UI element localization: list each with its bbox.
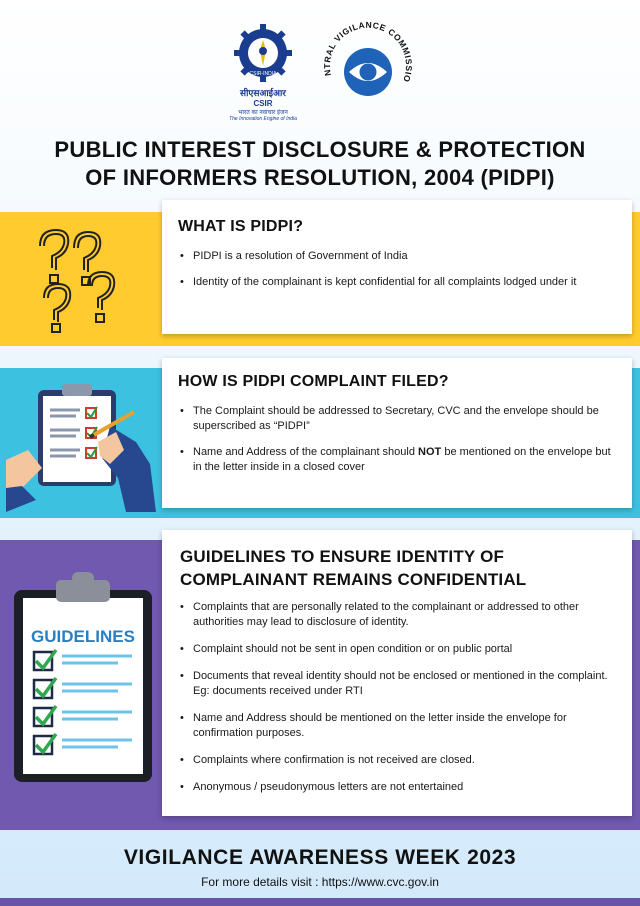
list-item: • Complaint should not be sent in open condition or on public portal <box>178 642 618 657</box>
csir-name: CSIR <box>253 99 273 108</box>
list-item: • Complaints that are personally related to the complainant or addressed to other authorities may lead to disclosure of identity. <box>178 600 618 630</box>
list-item <box>178 445 618 475</box>
csir-tagline-hindi: भारत का नवाचार इंजन <box>238 110 288 116</box>
footer-prefix: For more details visit : <box>201 875 322 889</box>
list-item: • Complaints where confirmation is not received are closed. <box>178 753 618 768</box>
card-guidelines <box>162 530 632 816</box>
csir-ring-text: CSIR-INDIA <box>249 71 277 77</box>
csir-logo <box>228 22 298 122</box>
cvc-emblem-icon <box>320 18 416 114</box>
list-item: • The Complaint should be addressed to Secretary, CVC and the envelope should be superscribed as “PIDPI” <box>178 404 618 434</box>
card-how-filed <box>162 358 632 508</box>
emphasis-text: NOT <box>418 446 442 458</box>
section-heading: HOW IS PIDPI COMPLAINT FILED? <box>178 373 449 390</box>
csir-tagline: The Innovation Engine of India <box>229 116 297 122</box>
list-item: • Anonymous / pseudonymous letters are not entertained <box>178 780 618 795</box>
page-title-line1: PUBLIC INTEREST DISCLOSURE & PROTECTION <box>54 137 586 162</box>
page-title-line2: OF INFORMERS RESOLUTION, 2004 (PIDPI) <box>85 165 555 190</box>
csir-gear-icon <box>232 22 294 84</box>
list-item: • PIDPI is a resolution of Government of India <box>178 249 618 264</box>
checklist-clipboard-icon <box>6 380 156 512</box>
list-item: • Identity of the complainant is kept confidential for all complaints lodged under it <box>178 275 618 290</box>
cvc-website-link[interactable]: https://www.cvc.gov.in <box>321 875 439 889</box>
list-item-text: be mentioned on the envelope but in the letter inside in a closed cover <box>193 446 611 473</box>
logo-header <box>0 18 640 128</box>
footer-details <box>0 875 640 889</box>
list-item: • Documents that reveal identity should not be enclosed or mentioned in the complaint. Eg: documents received under RTI <box>178 669 618 699</box>
list-item: • Name and Address should be mentioned on the letter inside the envelope for confirmation purposes. <box>178 711 618 741</box>
page-title <box>0 136 640 192</box>
question-marks-icon <box>28 222 148 334</box>
cvc-ring-text: NTRAL VIGILANCE COMMISSIO <box>321 19 415 84</box>
bullet-list <box>178 404 618 486</box>
section-heading-line2: COMPLAINANT REMAINS CONFIDENTIAL <box>180 570 527 589</box>
csir-hindi-name: सीएसआईआर <box>240 88 286 98</box>
section-heading-line1: GUIDELINES TO ENSURE IDENTITY OF <box>180 547 505 566</box>
bottom-bar <box>0 898 640 906</box>
section-heading: WHAT IS PIDPI? <box>178 218 304 235</box>
list-item-text: Name and Address of the complainant should <box>193 446 419 458</box>
guidelines-clipboard <box>10 566 156 786</box>
guidelines-clipboard-icon <box>10 566 156 786</box>
cvc-logo <box>320 18 416 119</box>
section-heading <box>180 545 526 591</box>
card-what-is-pidpi <box>162 200 632 334</box>
bullet-list <box>178 249 618 301</box>
bullet-list <box>178 600 618 807</box>
clipboard-label: GUIDELINES <box>31 627 135 646</box>
footer-title: VIGILANCE AWARENESS WEEK 2023 <box>123 846 517 869</box>
